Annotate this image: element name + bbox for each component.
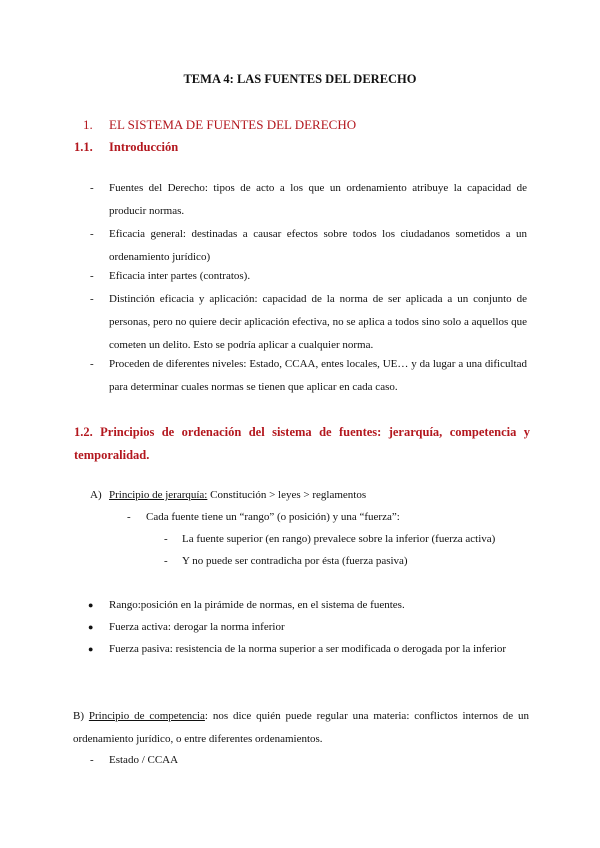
intro-item-text: Fuentes del Derecho: tipos de acto a los que un ordenamiento atribuye la capacidad de producir normas.	[109, 182, 527, 217]
dash-marker: -	[90, 228, 94, 240]
principle-b-text: : nos dice quién puede regular una materia: conflictos internos de un ordenamiento jurídico, o entre diferentes ordenamientos.	[73, 710, 530, 745]
dash-marker: -	[90, 358, 94, 370]
section-1-heading: EL SISTEMA DE FUENTES DEL DERECHO	[109, 117, 357, 132]
principle-a-subsub: La fuente superior (en rango) prevalece sobre la inferior (fuerza activa)	[182, 533, 496, 545]
bullet-item-text: Rango:posición en la pirámide de normas, en el sistema de fuentes.	[109, 599, 405, 611]
section-1-2-heading: 1.2. Principios de ordenación del sistema de fuentes: jerarquía, competencia y temporalidad.	[74, 425, 530, 462]
bullet-item	[0, 638, 600, 684]
principle-a-sub: Cada fuente tiene un “rango” (o posición) y una “fuerza”:	[146, 511, 400, 523]
bullet-item	[0, 616, 600, 639]
intro-item	[0, 265, 600, 288]
bullet-item-text: Fuerza pasiva: resistencia de la norma superior a ser modificada o derogada por la inferior	[109, 643, 507, 655]
intro-item-text: Eficacia general: destinadas a causar efectos sobre todos los ciudadanos sometidos a un ordenamiento jurídico)	[109, 228, 527, 263]
bullet-list	[0, 594, 600, 686]
intro-item-text: Distinción eficacia y aplicación: capacidad de la norma de ser aplicada a un conjunto de personas, pero no quiere decir aplicación efectiva, no se aplica a todos sino solo a aquellos que cometen un delito. Esto se podría aplicar a cualquier norma.	[109, 293, 527, 351]
intro-item	[0, 223, 600, 269]
section-1-number: 1.	[83, 117, 93, 132]
principle-b-paragraph	[73, 705, 529, 751]
principle-a-text: Constitución > leyes > reglamentos	[207, 489, 367, 501]
intro-item-text: Eficacia inter partes (contratos).	[109, 270, 251, 282]
intro-list	[0, 177, 600, 397]
intro-item	[0, 353, 600, 399]
dash-marker: -	[90, 182, 94, 194]
bullet-item	[0, 594, 600, 617]
bullet-marker: ●	[88, 600, 94, 610]
intro-item	[0, 288, 600, 357]
dash-marker: -	[164, 555, 168, 567]
section-1-1-heading: Introducción	[109, 140, 179, 154]
bullet-item-text: Fuerza activa: derogar la norma inferior	[109, 621, 285, 633]
page-title: TEMA 4: LAS FUENTES DEL DERECHO	[183, 72, 417, 86]
dash-marker: -	[127, 511, 131, 523]
dash-marker: -	[164, 533, 168, 545]
principle-b-label: Principio de competencia	[88, 710, 205, 722]
principle-a-line	[109, 484, 366, 507]
bullet-marker: ●	[88, 622, 94, 632]
section-1-1-number: 1.1.	[74, 140, 93, 154]
dash-marker: -	[90, 293, 94, 305]
bullet-marker: ●	[88, 644, 94, 654]
intro-item	[0, 177, 600, 223]
dash-marker: -	[90, 754, 94, 766]
principle-b-item: Estado / CCAA	[109, 754, 179, 766]
principle-a-marker: A)	[90, 489, 102, 501]
principle-a-subsub: Y no puede ser contradicha por ésta (fuerza pasiva)	[182, 555, 408, 567]
principle-a-label: Principio de jerarquía:	[109, 489, 208, 501]
principle-b-marker: B)	[73, 710, 84, 722]
dash-marker: -	[90, 270, 94, 282]
intro-item-text: Proceden de diferentes niveles: Estado, CCAA, entes locales, UE… y da lugar a una dificultad para determinar cuales normas se tienen que aplicar en cada caso.	[109, 358, 527, 393]
